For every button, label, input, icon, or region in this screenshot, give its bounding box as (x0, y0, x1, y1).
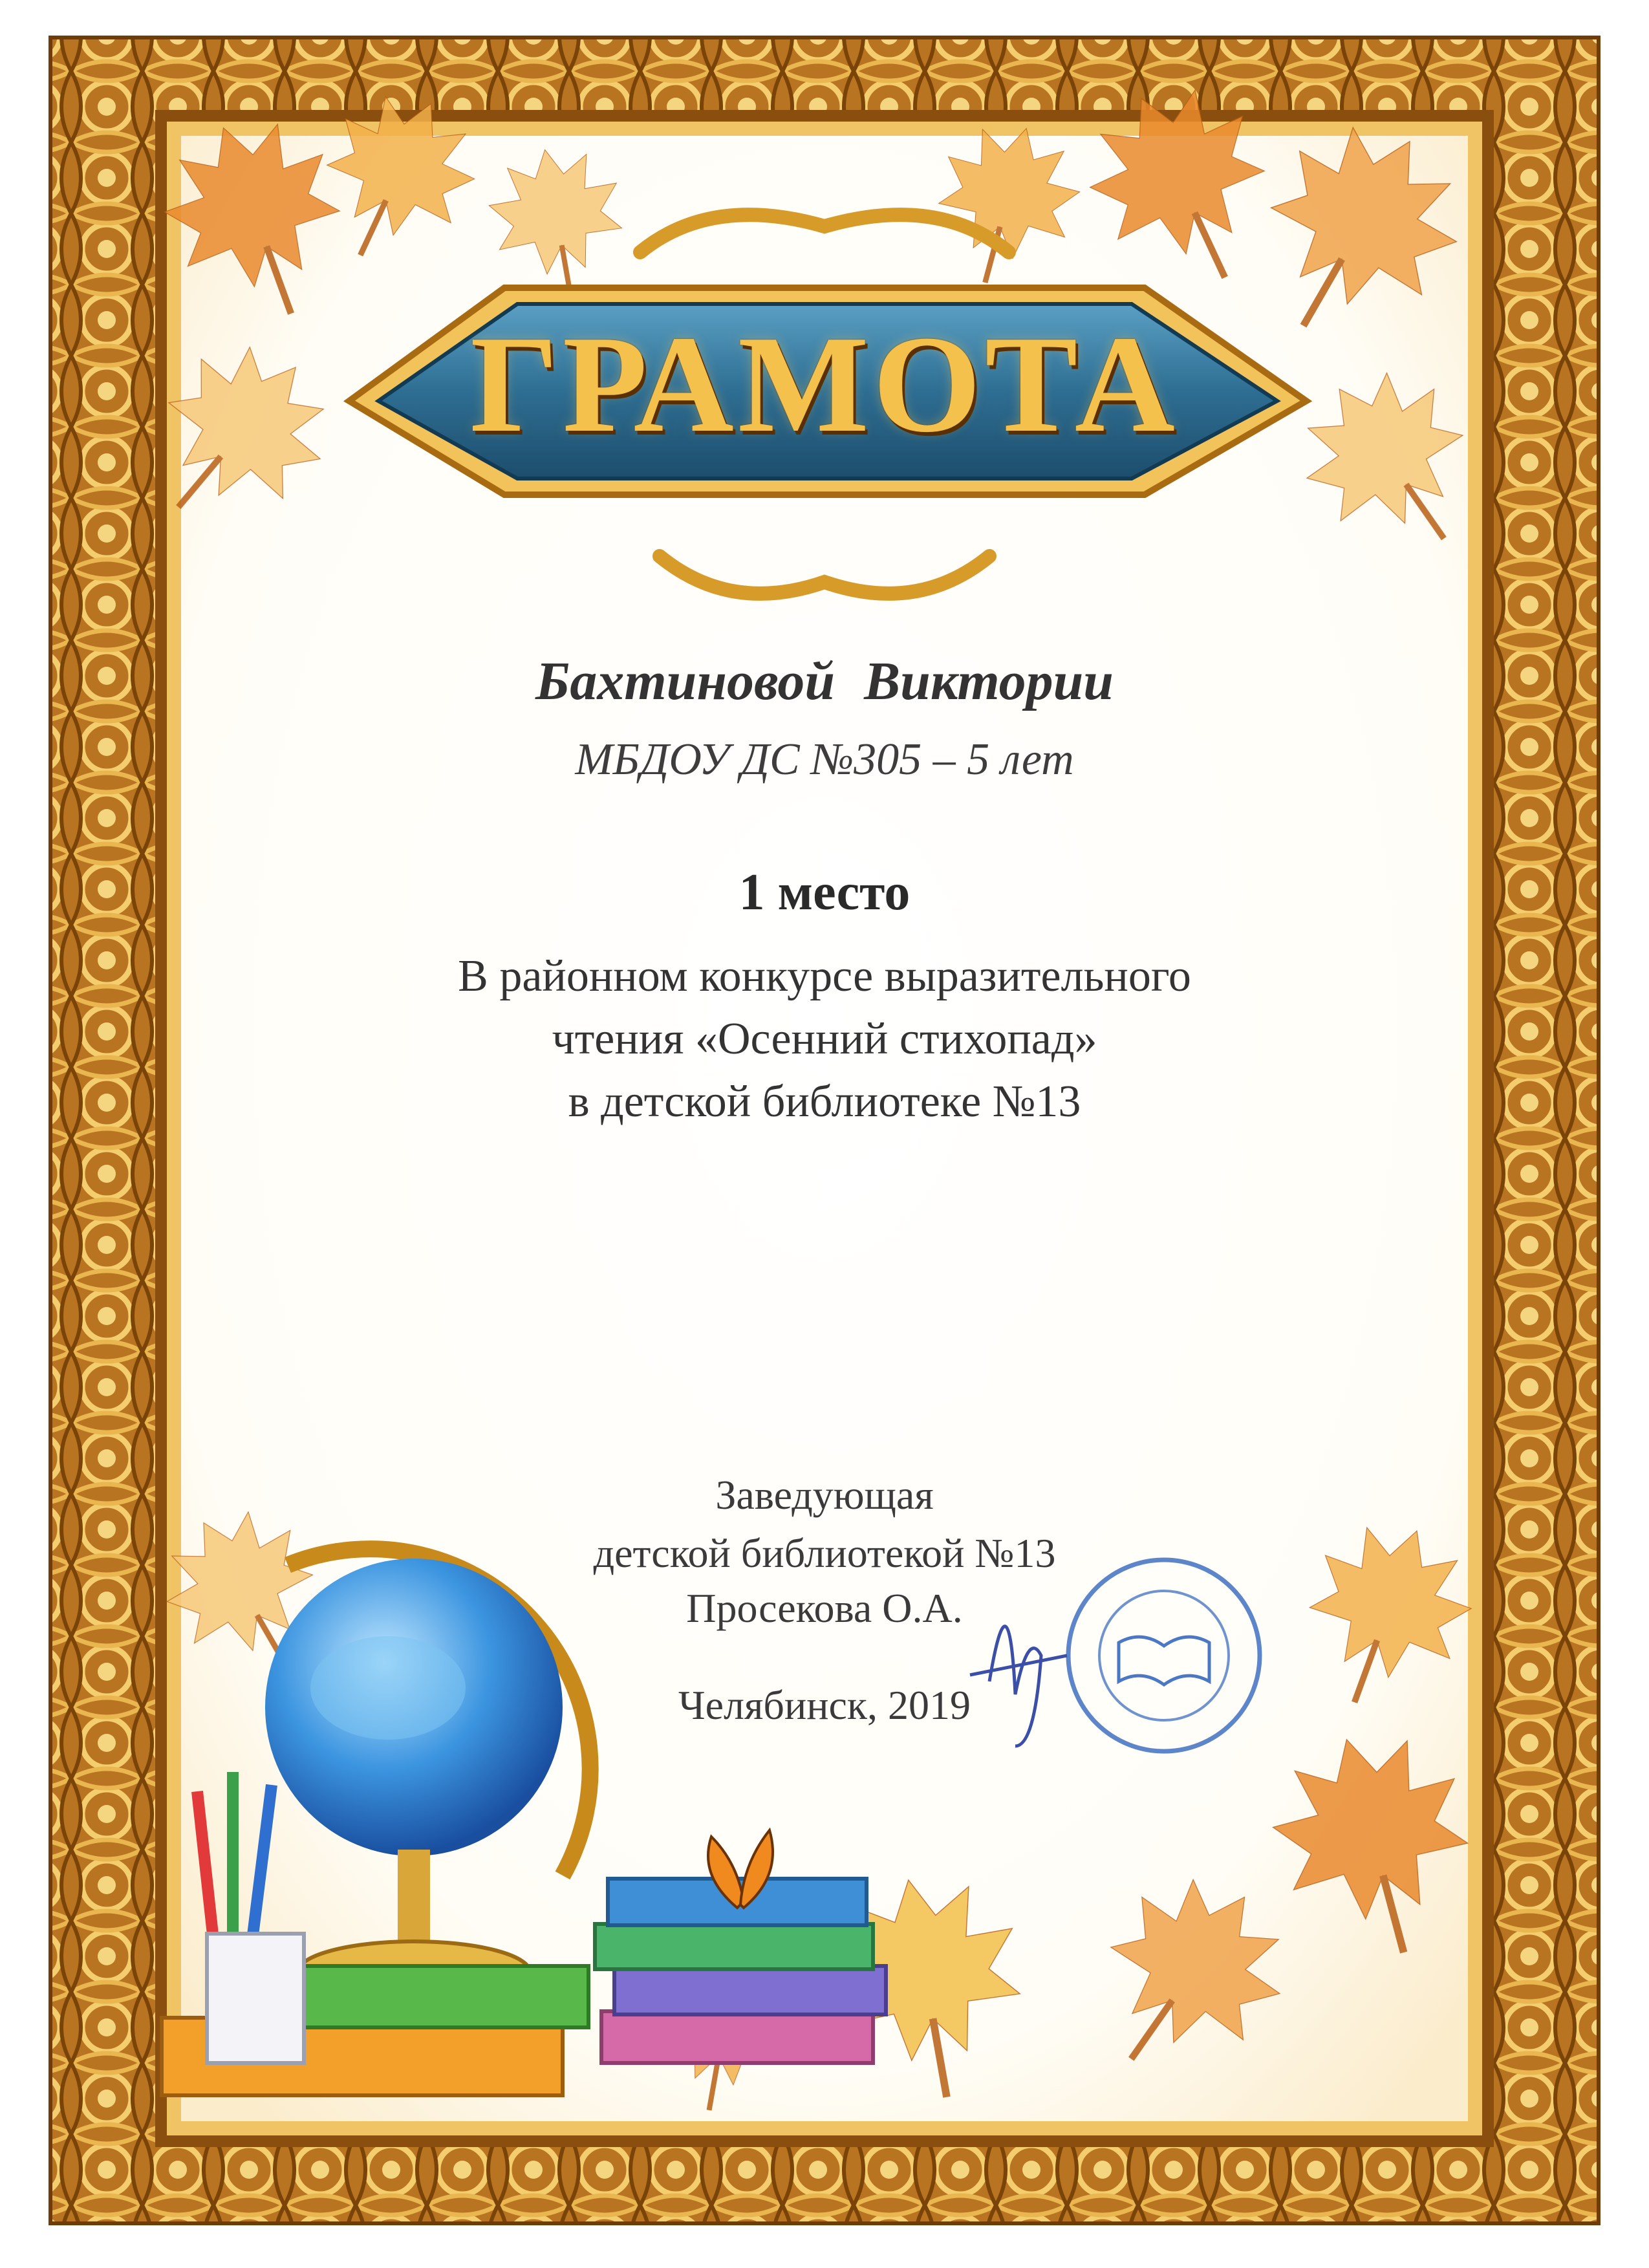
signatory-title: Заведующая (715, 1472, 934, 1518)
city-year: Челябинск, 2019 (678, 1682, 971, 1728)
recipient-name: Бахтиновой Виктории (535, 651, 1114, 711)
description-line: чтения «Осенний стихопад» (552, 1014, 1097, 1064)
signatory-name: Просекова О.А. (686, 1585, 963, 1631)
organization-line: МБДОУ ДС №305 – 5 лет (575, 735, 1074, 784)
signatory-organization: детской библиотекой №13 (593, 1530, 1056, 1576)
description-line: в детской библиотеке №13 (568, 1077, 1081, 1127)
certificate-title: ГРАМОТА (469, 307, 1179, 461)
description-line: В районном конкурсе выразительного (458, 951, 1191, 1001)
award-place: 1 место (738, 864, 911, 921)
